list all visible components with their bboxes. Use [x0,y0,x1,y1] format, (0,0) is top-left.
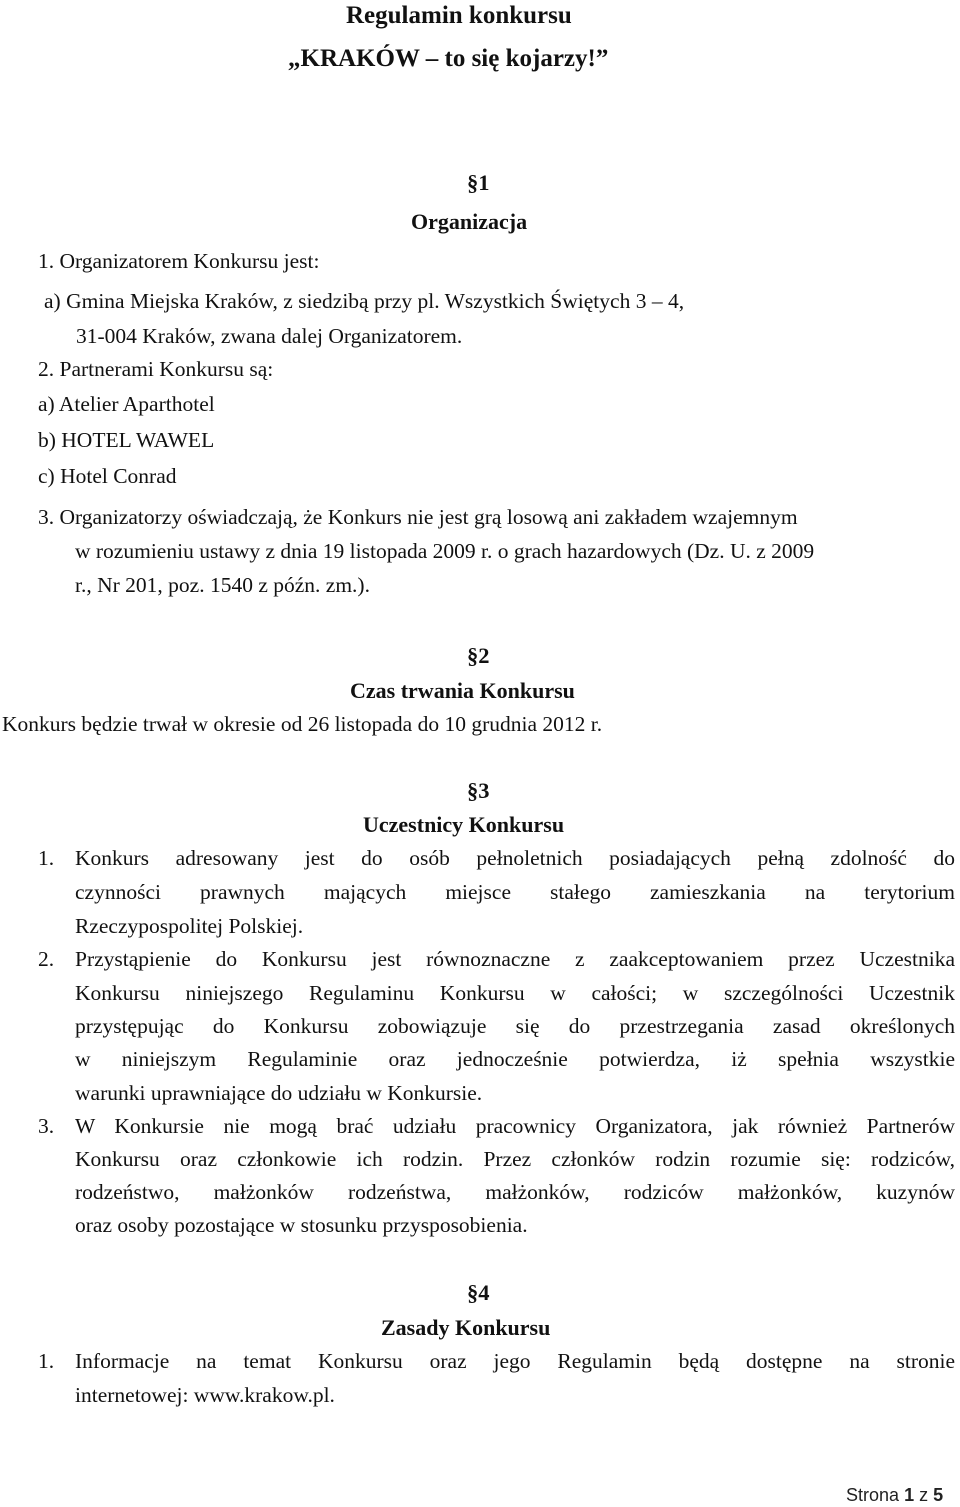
section-4-item-number: 1. [38,1349,55,1373]
section-2-heading: Czas trwania Konkursu [350,678,575,703]
section-1-line: b) HOTEL WAWEL [38,428,215,452]
section-3-item-number: 1. [38,846,55,870]
section-2-number: §2 [467,643,490,668]
section-3-item-line: przystępując do Konkursu zobowiązuje się do przestrzegania zasad określonych [75,1014,955,1038]
section-1-line: 31-004 Kraków, zwana dalej Organizatorem. [76,324,463,348]
section-3-item-line: warunki uprawniające do udziału w Konkursie. [75,1081,483,1105]
section-4-heading: Zasady Konkursu [381,1315,551,1340]
section-3-heading: Uczestnicy Konkursu [363,812,565,837]
section-1-line: r., Nr 201, poz. 1540 z późn. zm.). [75,573,370,597]
section-3-item-line: W Konkursie nie mogą brać udziału pracownicy Organizatora, jak również Partnerów [75,1114,955,1138]
section-3-item-line: w niniejszym Regulaminie oraz jednocześnie potwierdza, iż spełnia wszystkie [75,1047,955,1071]
section-3-item-line: oraz osoby pozostające w stosunku przysposobienia. [75,1213,528,1237]
section-3-item-line: czynności prawnych mających miejsce stałego zamieszkania na terytorium [75,880,955,904]
section-1-line: a) Gmina Miejska Kraków, z siedzibą przy pl. Wszystkich Świętych 3 – 4, [44,289,685,313]
section-1-number: §1 [467,170,490,195]
page-footer [846,1486,943,1504]
section-2-line: Konkurs będzie trwał w okresie od 26 listopada do 10 grudnia 2012 r. [2,712,603,736]
footer-current-page: 1 [904,1485,915,1505]
section-3-item-line: Konkursu oraz członkowie ich rodzin. Przez członków rodzin rozumie się: rodziców, [75,1147,955,1171]
footer-of: z [919,1485,929,1505]
section-1-heading: Organizacja [411,209,528,234]
section-4-number: §4 [467,1280,490,1305]
section-1-line: w rozumieniu ustawy z dnia 19 listopada 2009 r. o grach hazardowych (Dz. U. z 2009 [75,539,815,563]
section-1-line: 2. Partnerami Konkursu są: [38,357,274,381]
section-3-item-line: rodzeństwo, małżonków rodzeństwa, małżonków, rodziców małżonków, kuzynów [75,1180,955,1204]
footer-label: Strona [846,1485,900,1505]
section-4-item-line: internetowej: www.krakow.pl. [75,1383,335,1407]
section-1-line: 3. Organizatorzy oświadczają, że Konkurs nie jest grą losową ani zakładem wzajemnym [38,505,798,529]
section-3-number: §3 [467,778,490,803]
section-3-item-line: Konkurs adresowany jest do osób pełnoletnich posiadających pełną zdolność do [75,846,955,870]
section-1-line: 1. Organizatorem Konkursu jest: [38,249,320,273]
section-3-item-number: 2. [38,947,55,971]
document-title: Regulamin konkursu [346,2,572,29]
section-3-item-line: Konkursu niniejszego Regulaminu Konkursu w całości; w szczególności Uczestnik [75,981,955,1005]
section-3-item-line: Rzeczypospolitej Polskiej. [75,914,304,938]
section-3-item-number: 3. [38,1114,55,1138]
section-3-item-line: Przystąpienie do Konkursu jest równoznaczne z zaakceptowaniem przez Uczestnika [75,947,955,971]
section-1-line: c) Hotel Conrad [38,464,177,488]
section-4-item-line: Informacje na temat Konkursu oraz jego Regulamin będą dostępne na stronie [75,1349,955,1373]
footer-total-pages: 5 [933,1485,944,1505]
section-1-line: a) Atelier Aparthotel [38,392,215,416]
document-subtitle: „KRAKÓW – to się kojarzy!” [288,45,609,72]
